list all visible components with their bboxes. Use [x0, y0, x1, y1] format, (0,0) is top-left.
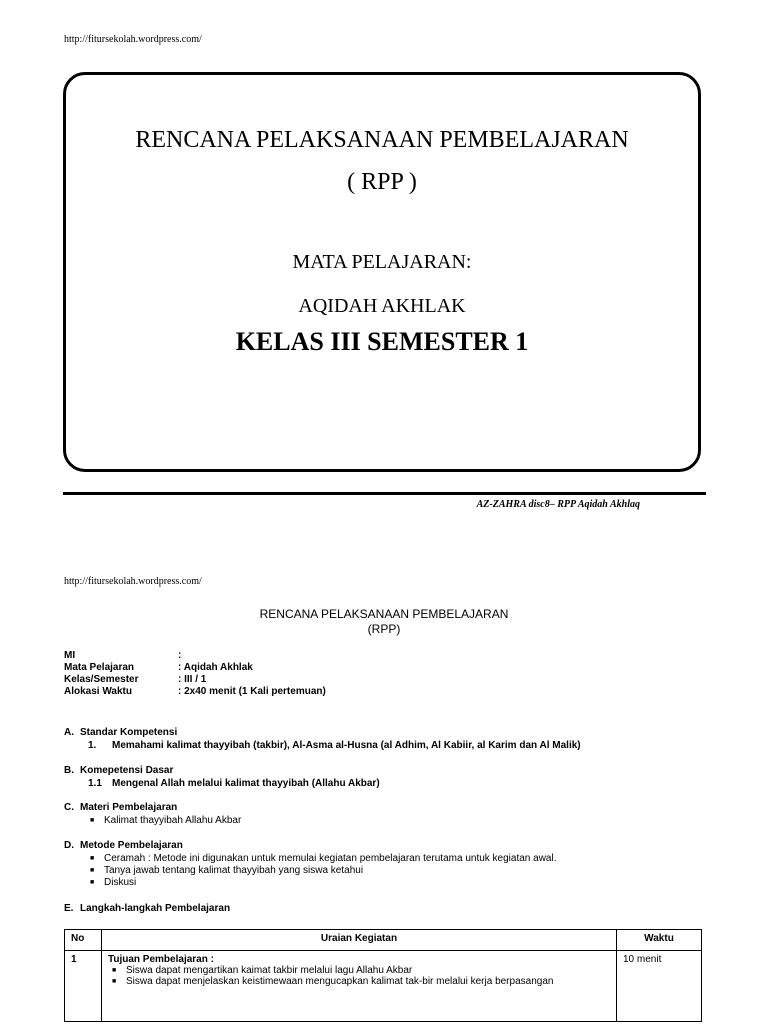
bullet-icon: ■ [112, 967, 117, 974]
info-row-kelas-semester: Kelas/Semester : III / 1 [64, 674, 207, 685]
list-item: ■ Ceramah : Metode ini digunakan untuk memulai kegiatan pembelajaran terutama untuk kegiatan awal. [90, 853, 557, 864]
bullet-icon: ■ [112, 978, 117, 985]
doc-title: RENCANA PELAKSANAAN PEMBELAJARAN [259, 607, 509, 621]
section-b-item: 1.1 Mengenal Allah melalui kalimat thayyibah (Allahu Akbar) [88, 778, 380, 789]
table-header-row [65, 930, 702, 951]
page2-header-url[interactable]: http://fitursekolah.wordpress.com/ [64, 576, 202, 587]
bullet-icon: ■ [90, 879, 95, 886]
list-item: ■ Siswa dapat menjelaskan keistimewaan mengucapkan kalimat tak-bir melalui kerja berpasangan [108, 976, 610, 987]
bullet-icon: ■ [90, 855, 95, 862]
page-divider [63, 492, 706, 495]
cover-title: RENCANA PELAKSANAAN PEMBELAJARAN [135, 127, 629, 153]
info-block [64, 650, 326, 698]
header-url[interactable]: http://fitursekolah.wordpress.com/ [64, 34, 202, 45]
activity-table [64, 929, 702, 1022]
list-item: ■ Diskusi [90, 877, 137, 888]
column-header-waktu: Waktu [617, 930, 702, 951]
column-header-no: No [65, 930, 102, 951]
cell-no: 1 [65, 951, 102, 1022]
info-row-mi: MI : [64, 650, 182, 661]
cover-mata-pelajaran-label: MATA PELAJARAN: [292, 251, 472, 273]
list-item: ■ Kalimat thayyibah Allahu Akbar [90, 815, 242, 826]
section-b-heading: B. Komepetensi Dasar [64, 765, 174, 776]
cover-subject: AQIDAH AKHLAK [298, 295, 466, 317]
info-row-alokasi-waktu: Alokasi Waktu : 2x40 menit (1 Kali pertemuan) [64, 686, 326, 697]
section-d-list [90, 853, 557, 889]
list-item: ■ Tanya jawab tentang kalimat thayyibah yang siswa ketahui [90, 865, 364, 876]
footer-note: AZ-ZAHRA disc8– RPP Aqidah Akhlaq [476, 499, 640, 510]
cell-waktu: 10 menit [617, 951, 702, 1022]
bullet-icon: ■ [90, 817, 95, 824]
cell-uraian [102, 951, 617, 1022]
section-e-heading: E. Langkah-langkah Pembelajaran [64, 903, 231, 914]
section-c-list [90, 815, 241, 827]
cover-kelas: KELAS III SEMESTER 1 [235, 327, 529, 356]
column-header-uraian: Uraian Kegiatan [102, 930, 617, 951]
section-c-heading: C. Materi Pembelajaran [64, 802, 178, 813]
section-a-item: 1. Memahami kalimat thayyibah (takbir), Al-Asma al-Husna (al Adhim, Al Kabiir, al Karim dan Al Malik) [88, 740, 581, 751]
tujuan-heading: Tujuan Pembelajaran : [108, 954, 214, 965]
cover-box [63, 72, 701, 472]
cover-rpp: ( RPP ) [347, 169, 417, 195]
list-item: ■ Siswa dapat mengartikan kaimat takbir melalui lagu Allahu Akbar [108, 965, 610, 976]
section-a-heading: A. Standar Kompetensi [64, 727, 178, 738]
section-d-heading: D. Metode Pembelajaran [64, 840, 183, 851]
table-row [65, 951, 702, 1022]
info-row-mata-pelajaran: Mata Pelajaran : Aqidah Akhlak [64, 662, 253, 673]
bullet-icon: ■ [90, 867, 95, 874]
doc-subtitle: (RPP) [367, 622, 401, 636]
